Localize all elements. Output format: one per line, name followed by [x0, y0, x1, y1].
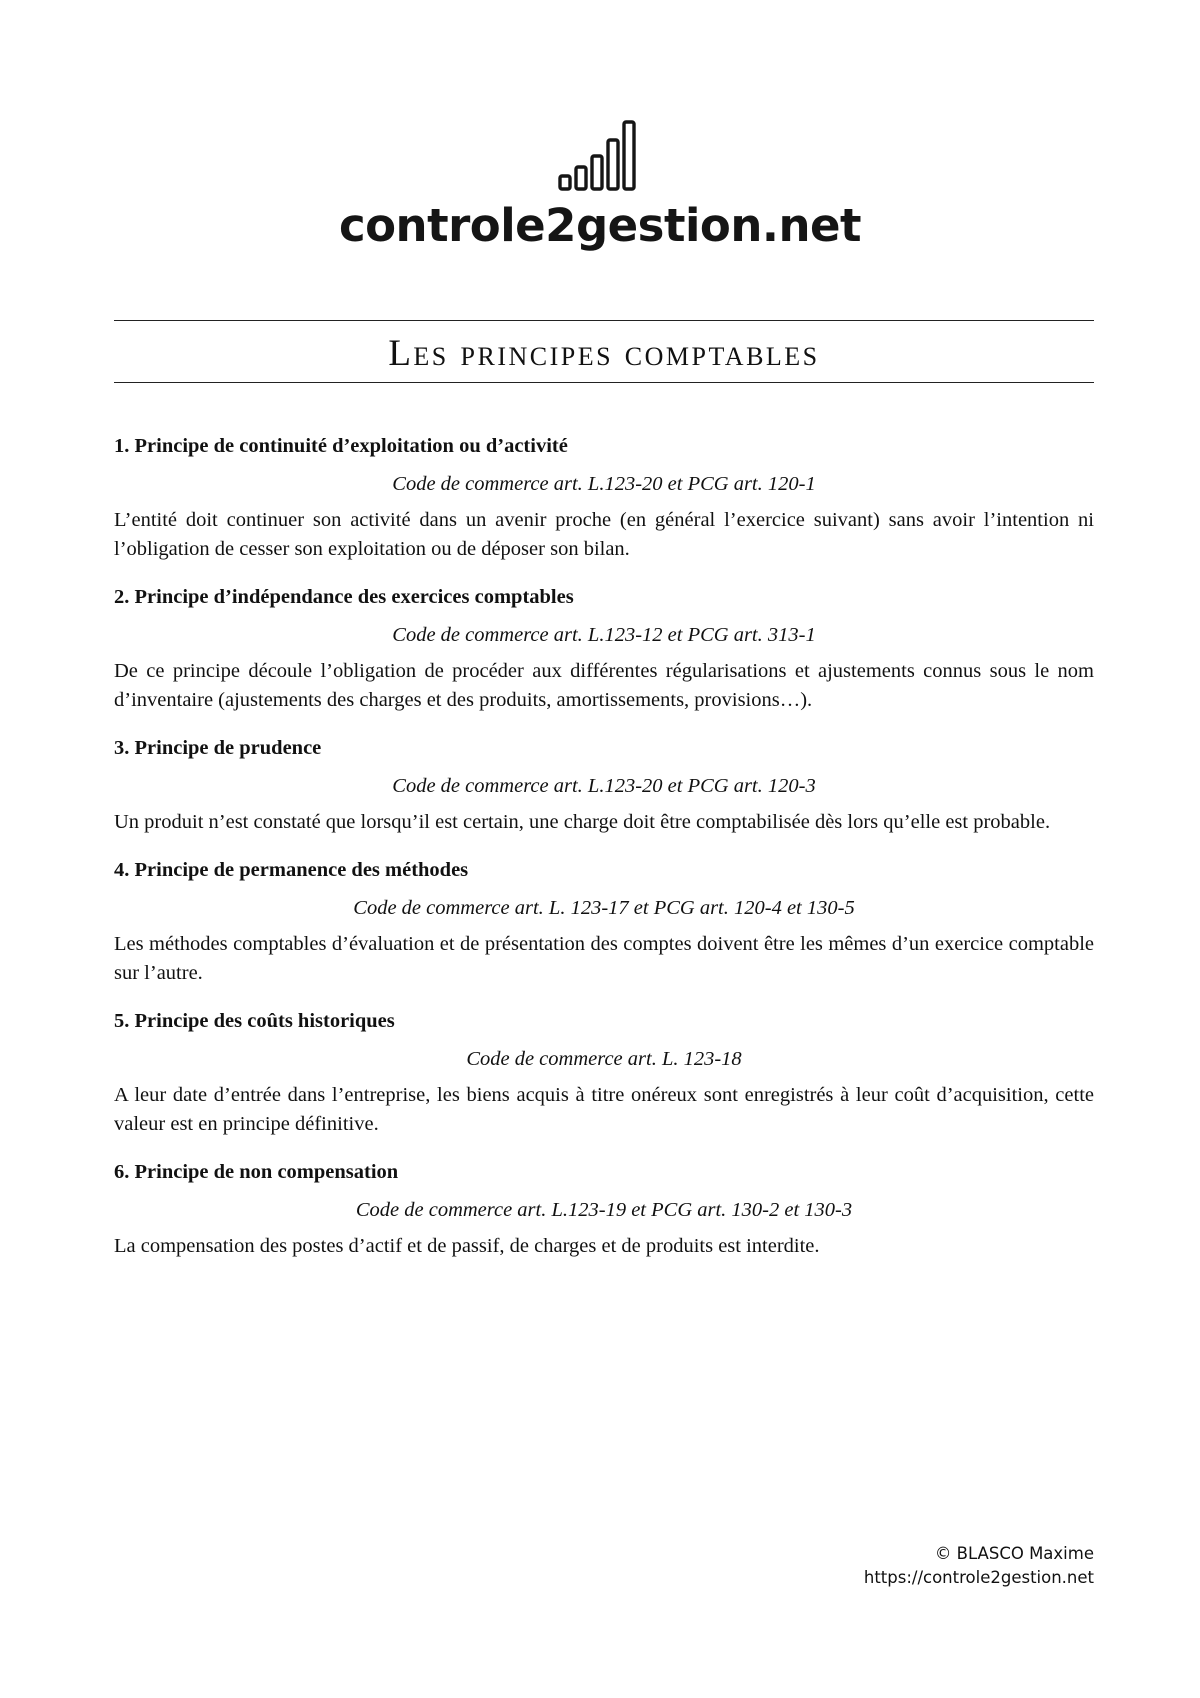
- principle-section: [114, 1158, 1094, 1261]
- principle-section: [114, 1007, 1094, 1139]
- legal-reference: Code de commerce art. L.123-12 et PCG art. 313-1: [392, 624, 816, 646]
- section-heading: 5. Principe des coûts historiques: [114, 1010, 395, 1032]
- title-rule-top: [114, 320, 1094, 321]
- site-logo: [0, 108, 1200, 268]
- logo-text: controle2gestion.net: [338, 199, 862, 252]
- principle-section: [114, 734, 1094, 837]
- legal-reference: Code de commerce art. L. 123-18: [466, 1048, 742, 1070]
- section-text: Les méthodes comptables d’évaluation et de présentation des comptes doivent être les mêmes d’un exercice comptable sur l’autre.: [114, 933, 1094, 984]
- title-rule-bottom: [114, 382, 1094, 383]
- legal-reference: Code de commerce art. L. 123-17 et PCG art. 120-4 et 130-5: [353, 897, 855, 919]
- section-text: L’entité doit continuer son activité dans un avenir proche (en général l’exercice suivant) sans avoir l’intention ni l’obligation de cesser son exploitation ou de déposer son bilan.: [114, 509, 1094, 560]
- bar-chart-icon: [558, 118, 642, 194]
- principle-section: [114, 583, 1094, 715]
- section-heading: 6. Principe de non compensation: [114, 1161, 399, 1183]
- page-title: Les principes comptables: [388, 333, 820, 374]
- legal-reference: Code de commerce art. L.123-20 et PCG art. 120-1: [392, 473, 816, 495]
- principles-list: [114, 432, 1094, 1280]
- copyright-notice: © BLASCO Maxime: [934, 1544, 1094, 1563]
- section-heading: 3. Principe de prudence: [114, 737, 322, 759]
- section-heading: 1. Principe de continuité d’exploitation ou d’activité: [114, 435, 568, 457]
- section-text: De ce principe découle l’obligation de procéder aux différentes régularisations et ajustements connus sous le nom d’inventaire (ajustements des charges et des produits, amortissements, provisions…).: [114, 660, 1094, 711]
- page-footer: [864, 1542, 1094, 1590]
- section-heading: 2. Principe d’indépendance des exercices comptables: [114, 586, 574, 608]
- legal-reference: Code de commerce art. L.123-20 et PCG art. 120-3: [392, 775, 816, 797]
- legal-reference: Code de commerce art. L.123-19 et PCG art. 130-2 et 130-3: [355, 1199, 853, 1221]
- footer-url: https://controle2gestion.net: [863, 1568, 1094, 1587]
- section-text: La compensation des postes d’actif et de passif, de charges et de produits est interdite.: [114, 1235, 820, 1257]
- principle-section: [114, 432, 1094, 564]
- principle-section: [114, 856, 1094, 988]
- section-heading: 4. Principe de permanence des méthodes: [114, 859, 469, 881]
- section-text: A leur date d’entrée dans l’entreprise, les biens acquis à titre onéreux sont enregistrés à leur coût d’acquisition, cette valeur est en principe définitive.: [114, 1084, 1094, 1135]
- section-text: Un produit n’est constaté que lorsqu’il est certain, une charge doit être comptabilisée dès lors qu’elle est probable.: [114, 811, 1051, 833]
